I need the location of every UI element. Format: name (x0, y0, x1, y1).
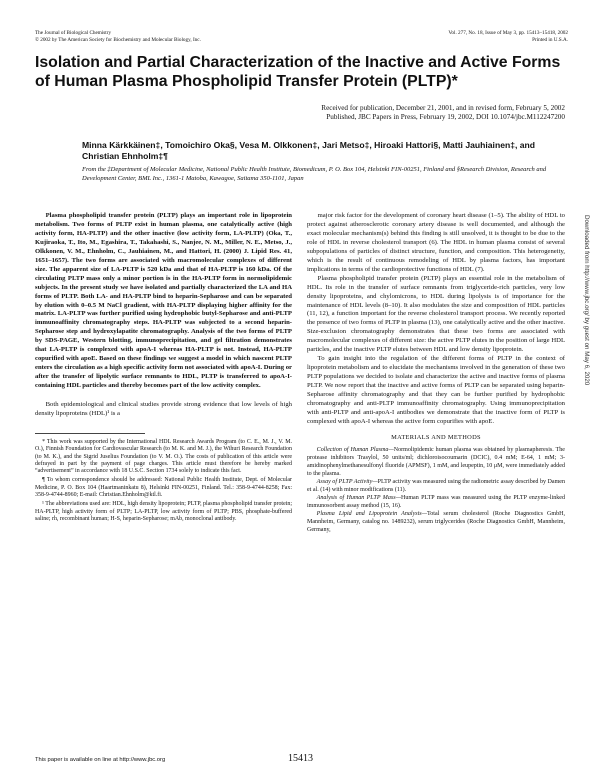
methods-text: Human PLTP mass was measured using the PLTP enzyme-linked immunosorbent assay method (15, 16). (307, 494, 565, 509)
copyright-line: © 2002 by The American Society for Biochemistry and Molecular Biology, Inc. (35, 36, 201, 43)
abstract: Plasma phospholipid transfer protein (PLTP) plays an important role in lipoprotein metabolism. Two forms of PLTP exist in human plasma, one catalytically active (high activity form, HA-PLTP) and the other inactive (low activity form, LA-PLTP) (Oka, T., Kujiraoka, T., Ito, M., Egashira, T., Takahashi, S., Nanjee, N. M., Miller, N. E., Metso, J., Olkkonen, V. M., Ehnholm, C., Jauhiainen, M., and Hattori, H. (2000) J. Lipid Res. 41, 1651–1657). The two forms are associated with macromolecular complexes of different size. The apparent size of LA-PLTP is 520 kDa and that of HA-PLTP is 160 kDa. Of the circulating PLTP mass only a minor portion is in the HA-PLTP form in normolipidemic subjects. In the present study we have isolated and partially characterized the LA and HA forms of PLTP. Both LA- and HA-PLTP bind to heparin-Sepharose and can be separated by elution with 0–0.5 M NaCl gradient, with HA-PLTP displaying higher affinity for the matrix. LA-PLTP was further purified using hydrophobic butyl-Sepharose and anti-PLTP immunoaffinity chromatography steps. HA-PLTP was subjected to a second heparin-Sepharose step and hydroxylapatite chromatography. Analysis of the two forms of PLTP by SDS-PAGE, Western blotting, immunoprecipitation, and gel filtration demonstrates that LA-PLTP is complexed with apoA-I whereas HA-PLTP is not. Instead, HA-PLTP copurified with apoE. Based on these findings we suggest a model in which nascent PLTP enters the circulation as a high specific activity form not associated with apoA-I. During or after the transfer of lipolytic surface remnants to HDL, PLTP is transferred to apoA-I-containing HDL particles and thereby becomes part of the low activity complex. (35, 212, 292, 390)
methods-text: PLTP activity was measured using the radiometric assay described by Damen et al. (14) with minor modifications (11). (307, 478, 565, 493)
methods-paragraph (307, 446, 565, 478)
methods-subhead: Assay of PLTP Activity— (316, 478, 378, 485)
printed-in: Printed in U.S.A. (532, 36, 568, 43)
volume-info: Vol. 277, No. 18, Issue of May 3, pp. 15413–15418, 2002 (448, 30, 568, 36)
methods-subhead: Analysis of Human PLTP Mass— (316, 494, 401, 501)
footnote-divider (35, 433, 145, 434)
download-watermark (581, 215, 593, 695)
affiliations: From the ‡Department of Molecular Medicine, National Public Health Institute, Biomedicum, P. O. Box 104, Helsinki FIN-00251, Finland and §Research Division, Research and Development Center, BML Inc., 1361-1 Matoba, Kawagoe, Saitama 350-1101, Japan (82, 166, 547, 182)
left-column (35, 212, 292, 525)
journal-name: The Journal of Biological Chemistry (35, 30, 112, 36)
section-heading: MATERIALS AND METHODS (391, 433, 481, 441)
methods-text: Total serum cholesterol (Roche Diagnostics GmbH, Mannheim, Germany, catalog no. 1489232), serum triglycerides (Roche Diagnostics GmbH, Mannheim, Germany, (307, 510, 565, 533)
received-line: Received for publication, December 21, 2001, and in revised form, February 5, 2002 (321, 104, 565, 112)
footnote-funding: * This work was supported by the International HDL Research Awards Program (to C. E., M. J., V. M. O.), Finnish Foundation for Cardiovascular Research (to M. K. and M. J.), the Wihuri Research Foundation (to M. K.), and the Sigrid Juselius Foundation (to V. M. O.). The costs of publication of this article were defrayed in part by the payment of page charges. This article must therefore be hereby marked “advertisement” in accordance with 18 U.S.C. Section 1734 solely to indicate this fact. (35, 438, 292, 475)
page-number: 15413 (288, 753, 313, 764)
journal-header-left (35, 30, 201, 43)
download-watermark-text: Downloaded from http://www.jbc.org/ by guest on May 6, 2020 (583, 215, 590, 386)
right-column (307, 212, 565, 534)
footnote-abbreviations: ¹ The abbreviations used are: HDL, high density lipoprotein; PLTP, plasma phospholipid transfer protein; HA-PLTP, high activity form of PLTP; LA-PLTP, low activity form of PLTP; PBS, phosphate-buffered saline; rh, recombinant human; H-S, heparin-Sepharose; mAb, monoclonal antibody. (35, 501, 292, 522)
published-line: Published, JBC Papers in Press, February 19, 2002, DOI 10.1074/jbc.M112247200 (326, 113, 565, 122)
intro-paragraph: Both epidemiological and clinical studies provide strong evidence that low levels of high density lipoproteins (HDL)¹ is a (35, 401, 292, 418)
footnote-correspondence: ¶ To whom correspondence should be addressed: National Public Health Institute, Dept. of Molecular Medicine, P. O. Box 104 (Haartmaninkatu 8), Helsinki FIN-00251, Finland. Tel.: 358-9-4744-8258; Fax: 358-9-4744-8960; E-mail: Christian.Ehnholm@ktl.fi. (35, 477, 292, 499)
methods-paragraph (307, 478, 565, 494)
methods-subhead: Plasma Lipid and Lipoprotein Analysis— (316, 510, 428, 517)
methods-paragraph (307, 510, 565, 534)
body-paragraph: To gain insight into the regulation of the different forms of PLTP in the context of lipoprotein metabolism and to elucidate the mechanisms involved in the generation of these two PLTP populations we decided to isolate and characterize the active and inactive forms of plasma PLTP. We now report that the inactive and active forms of PLTP can be separated using heparin-Sepharose affinity chromatography and that they can be further purified by hydrophobic chromatography and anti-PLTP immunoaffinity chromatography. Using immunoprecipitation with anti-PLTP and anti-apoA-I antibodies we demonstrate that the inactive form of PLTP is complexed with apoA-I whereas the active form copurifies with apoE. (307, 355, 565, 425)
publication-dates (245, 104, 565, 122)
body-paragraph: Plasma phospholipid transfer protein (PLTP) plays an essential role in the metabolism of HDL. Its role in the transfer of surface remnants from triglyceride-rich particles, very low density lipoproteins, and chylomicrons, to HDL during lipolysis is of importance for the maintenance of HDL levels (8–10). It also modulates the size and composition of HDL particles (11, 12), a function important for the reverse cholesterol transport process. We recently reported the presence of two forms of PLTP in plasma (13), one catalytically active and the other inactive. Size-exclusion chromatography demonstrates that these two forms are associated with macromolecular complexes of different size: the active PLTP elutes in the position of large HDL particles, and the inactive PLTP elutes between HDL and low density lipoprotein. (307, 274, 565, 354)
article-title: Isolation and Partial Characterization of the Inactive and Active Forms of Human Plasma Phospholipid Transfer Protein (PLTP)* (35, 54, 561, 90)
methods-paragraph (307, 494, 565, 510)
methods-subhead: Collection of Human Plasma— (316, 446, 394, 453)
methods-text: Normolipidemic human plasma was obtained by plasmapheresis. The protease inhibitors Trasylol, 50 units/ml; dichloroisocoumarin (DCIC), 0.4 mM; E-64, 1 mM; 3-amidinophenylmethanesulfonyl fluoride (APMSF), 1 mM, and leupeptin, 10 μM, were immediately added to the plasma. (307, 446, 565, 477)
availability-note: This paper is available on line at http://www.jbc.org (35, 757, 166, 763)
body-paragraph: major risk factor for the development of coronary heart disease (1–5). The ability of HDL to protect against atherosclerotic coronary artery disease is well documented, and although the exact molecular mechanism(s) behind this finding is still unsolved, it is thought to be due to the role of HDL in reverse cholesterol transport (6). The HDL in human plasma consist of several subpopulations of particles of distinct structure, function, and composition. This heterogeneity, which is the result of continuous remodeling of HDL by plasma factors, has important implications in terms of the cardioprotective functions of HDL (7). (307, 212, 565, 273)
author-list: Minna Kärkkäinen‡, Tomoichiro Oka§, Vesa M. Olkkonen‡, Jari Metso‡, Hiroaki Hattori§, Matti Jauhiainen‡, and Christian Ehnholm‡¶ (82, 140, 536, 162)
journal-header-right (338, 30, 568, 43)
